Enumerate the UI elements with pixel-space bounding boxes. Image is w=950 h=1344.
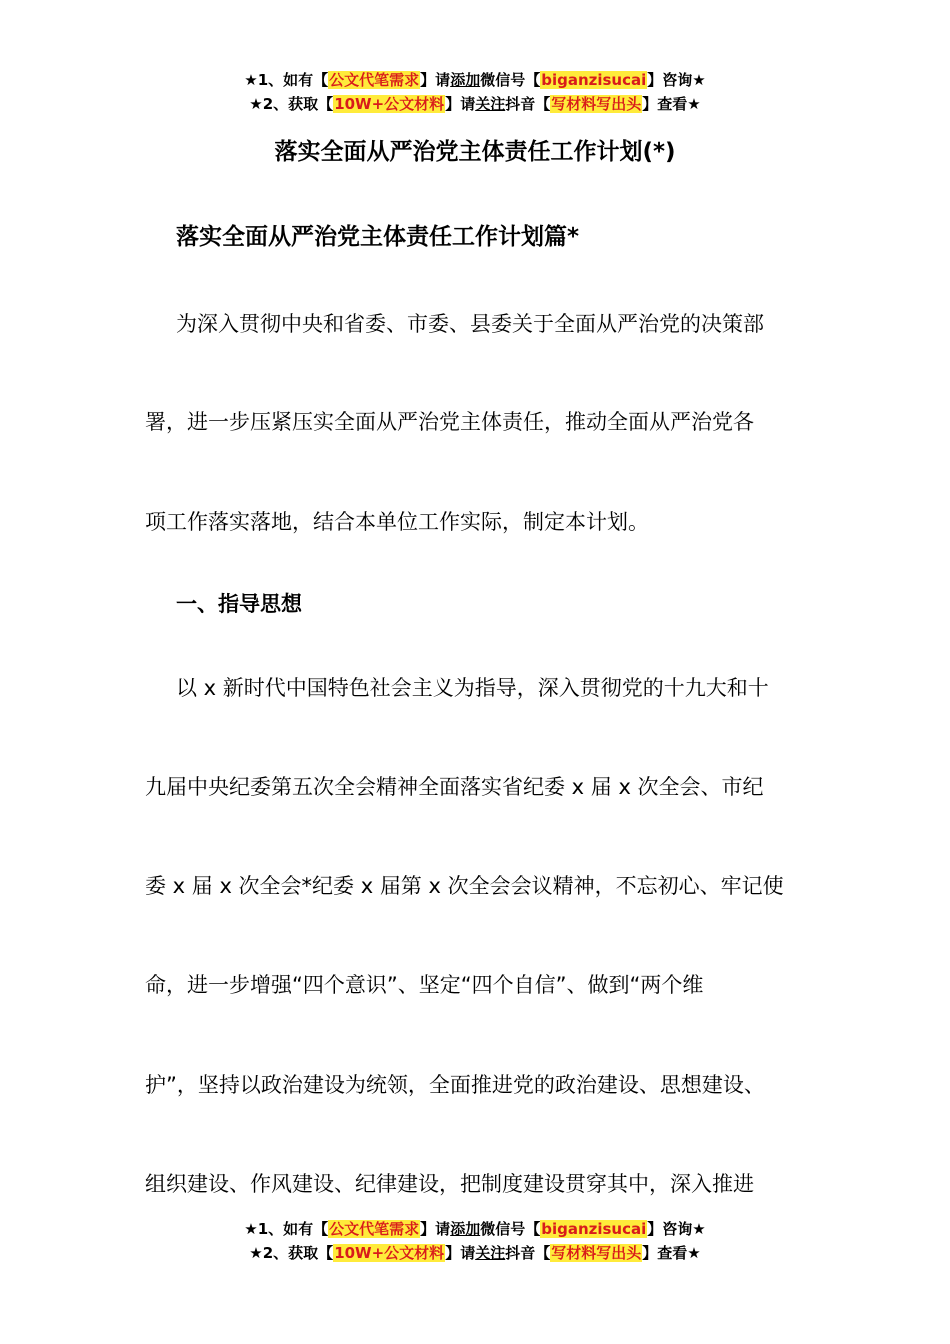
section-line: 以 x 新时代中国特色社会主义为指导，深入贯彻党的十九大和十 bbox=[176, 676, 769, 700]
document-subtitle: 落实全面从严治党主体责任工作计划篇* bbox=[176, 224, 580, 250]
promo-banner-top bbox=[0, 68, 950, 116]
promo-highlight: 写材料写出头 bbox=[551, 95, 642, 113]
promo-text: 】咨询★ bbox=[647, 71, 706, 89]
intro-line: 项工作落实落地，结合本单位工作实际，制定本计划。 bbox=[145, 510, 649, 534]
promo-underlined: 关注 bbox=[475, 95, 506, 113]
section-line: 护”，坚持以政治建设为统领，全面推进党的政治建设、思想建设、 bbox=[145, 1073, 765, 1097]
promo-text: 抖音【 bbox=[505, 95, 551, 113]
promo-underlined: 添加 bbox=[450, 1220, 481, 1238]
promo-text: ★2、获取【 bbox=[249, 1244, 334, 1262]
promo-line-2 bbox=[0, 1241, 950, 1265]
promo-text: 抖音【 bbox=[505, 1244, 551, 1262]
promo-text: ★2、获取【 bbox=[249, 95, 334, 113]
promo-text: ★1、如有【 bbox=[244, 71, 329, 89]
promo-text: ★1、如有【 bbox=[244, 1220, 329, 1238]
promo-highlight: 公文代笔需求 bbox=[329, 1220, 420, 1238]
promo-text: 微信号【 bbox=[480, 71, 541, 89]
promo-text: 】请 bbox=[445, 95, 476, 113]
document-title: 落实全面从严治党主体责任工作计划(*) bbox=[274, 139, 676, 165]
promo-banner-bottom bbox=[0, 1217, 950, 1265]
promo-text: 】请 bbox=[445, 1244, 476, 1262]
promo-text: 】请 bbox=[420, 71, 451, 89]
promo-highlight: biganzisucai bbox=[541, 1220, 647, 1238]
promo-highlight: 写材料写出头 bbox=[551, 1244, 642, 1262]
promo-highlight: 10W+公文材料 bbox=[334, 1244, 445, 1262]
intro-line: 为深入贯彻中央和省委、市委、县委关于全面从严治党的决策部 bbox=[176, 312, 764, 336]
promo-text: 微信号【 bbox=[480, 1220, 541, 1238]
promo-text: 】咨询★ bbox=[647, 1220, 706, 1238]
promo-text: 】请 bbox=[420, 1220, 451, 1238]
promo-highlight: 10W+公文材料 bbox=[334, 95, 445, 113]
section-line: 委 x 届 x 次全会*纪委 x 届第 x 次全会会议精神，不忘初心、牢记使 bbox=[145, 874, 784, 898]
section-line: 命，进一步增强“四个意识”、坚定“四个自信”、做到“两个维 bbox=[145, 973, 704, 997]
promo-text: 】查看★ bbox=[642, 1244, 701, 1262]
promo-underlined: 添加 bbox=[450, 71, 481, 89]
promo-line-1 bbox=[0, 68, 950, 92]
promo-line-1 bbox=[0, 1217, 950, 1241]
section-heading: 一、指导思想 bbox=[176, 592, 302, 616]
section-line: 组织建设、作风建设、纪律建设，把制度建设贯穿其中，深入推进 bbox=[145, 1172, 754, 1196]
intro-line: 署，进一步压紧压实全面从严治党主体责任，推动全面从严治党各 bbox=[145, 410, 754, 434]
promo-text: 】查看★ bbox=[642, 95, 701, 113]
promo-highlight: biganzisucai bbox=[541, 71, 647, 89]
promo-line-2 bbox=[0, 92, 950, 116]
promo-underlined: 关注 bbox=[475, 1244, 506, 1262]
section-line: 九届中央纪委第五次全会精神全面落实省纪委 x 届 x 次全会、市纪 bbox=[145, 775, 764, 799]
promo-highlight: 公文代笔需求 bbox=[329, 71, 420, 89]
